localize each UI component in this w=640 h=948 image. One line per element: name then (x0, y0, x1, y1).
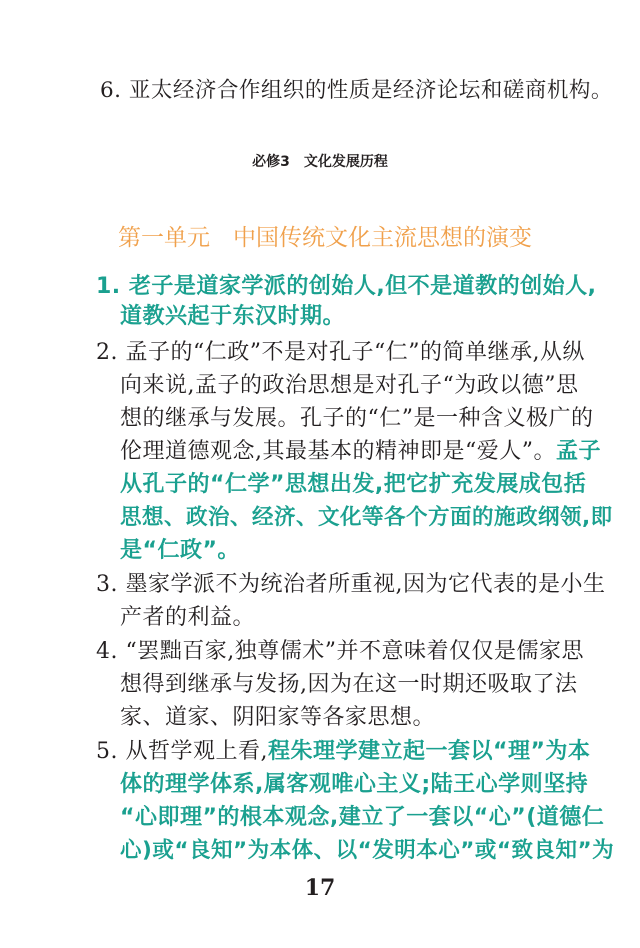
item-5-line-1-highlight: 程朱理学建立起一套以“理”为本 (267, 739, 591, 764)
item-3-line-1: 3. 墨家学派不为统治者所重视,因为它代表的是小生 (96, 572, 606, 597)
item-2-line-2: 向来说,孟子的政治思想是对孔子“为政以德”思 (120, 373, 579, 398)
item-3-line-2: 产者的利益。 (120, 605, 256, 630)
unit-title: 第一单元 中国传统文化主流思想的演变 (118, 225, 532, 251)
item-2-line-1: 2. 孟子的“仁政”不是对孔子“仁”的简单继承,从纵 (96, 340, 585, 365)
item-5-line-3: “心即理”的根本观念,建立了一套以“心”(道德仁 (120, 805, 605, 830)
item-5-line-1 (96, 737, 590, 767)
item-4-line-2: 想得到继承与发扬,因为在这一时期还吸取了法 (120, 672, 578, 697)
item-5-line-2: 体的理学体系,属客观唯心主义;陆王心学则坚持 (120, 772, 589, 797)
item-2-line-4-plain: 伦理道德观念,其最基本的精神即是“爱人”。 (120, 439, 556, 464)
item-4-line-1: 4. “罢黜百家,独尊儒术”并不意味着仅仅是儒家思 (96, 639, 584, 664)
item-2-line-7: 是“仁政”。 (120, 538, 240, 563)
section-title: 必修3 文化发展历程 (252, 154, 388, 170)
item-5-line-1-plain: 5. 从哲学观上看, (96, 739, 268, 764)
item-1-line-2: 道教兴起于东汉时期。 (120, 304, 346, 329)
page-number: 17 (304, 875, 336, 901)
item-6-line: 6. 亚太经济合作组织的性质是经济论坛和磋商机构。 (100, 78, 613, 103)
item-2-line-3: 想的继承与发展。孔子的“仁”是一种含义极广的 (120, 406, 594, 431)
item-4-line-3: 家、道家、阴阳家等各家思想。 (120, 705, 436, 730)
item-2-line-6: 思想、政治、经济、文化等各个方面的施政纲领,即 (120, 505, 613, 530)
item-2-line-4-highlight: 孟子 (556, 439, 602, 464)
item-2-line-4 (120, 437, 601, 467)
item-5-line-4: 心)或“良知”为本体、以“发明本心”或“致良知”为 (120, 838, 615, 863)
item-2-line-5: 从孔子的“仁学”思想出发,把它扩充发展成包括 (120, 472, 587, 497)
item-1-line-1: 1. 老子是道家学派的创始人,但不是道教的创始人, (96, 274, 597, 299)
